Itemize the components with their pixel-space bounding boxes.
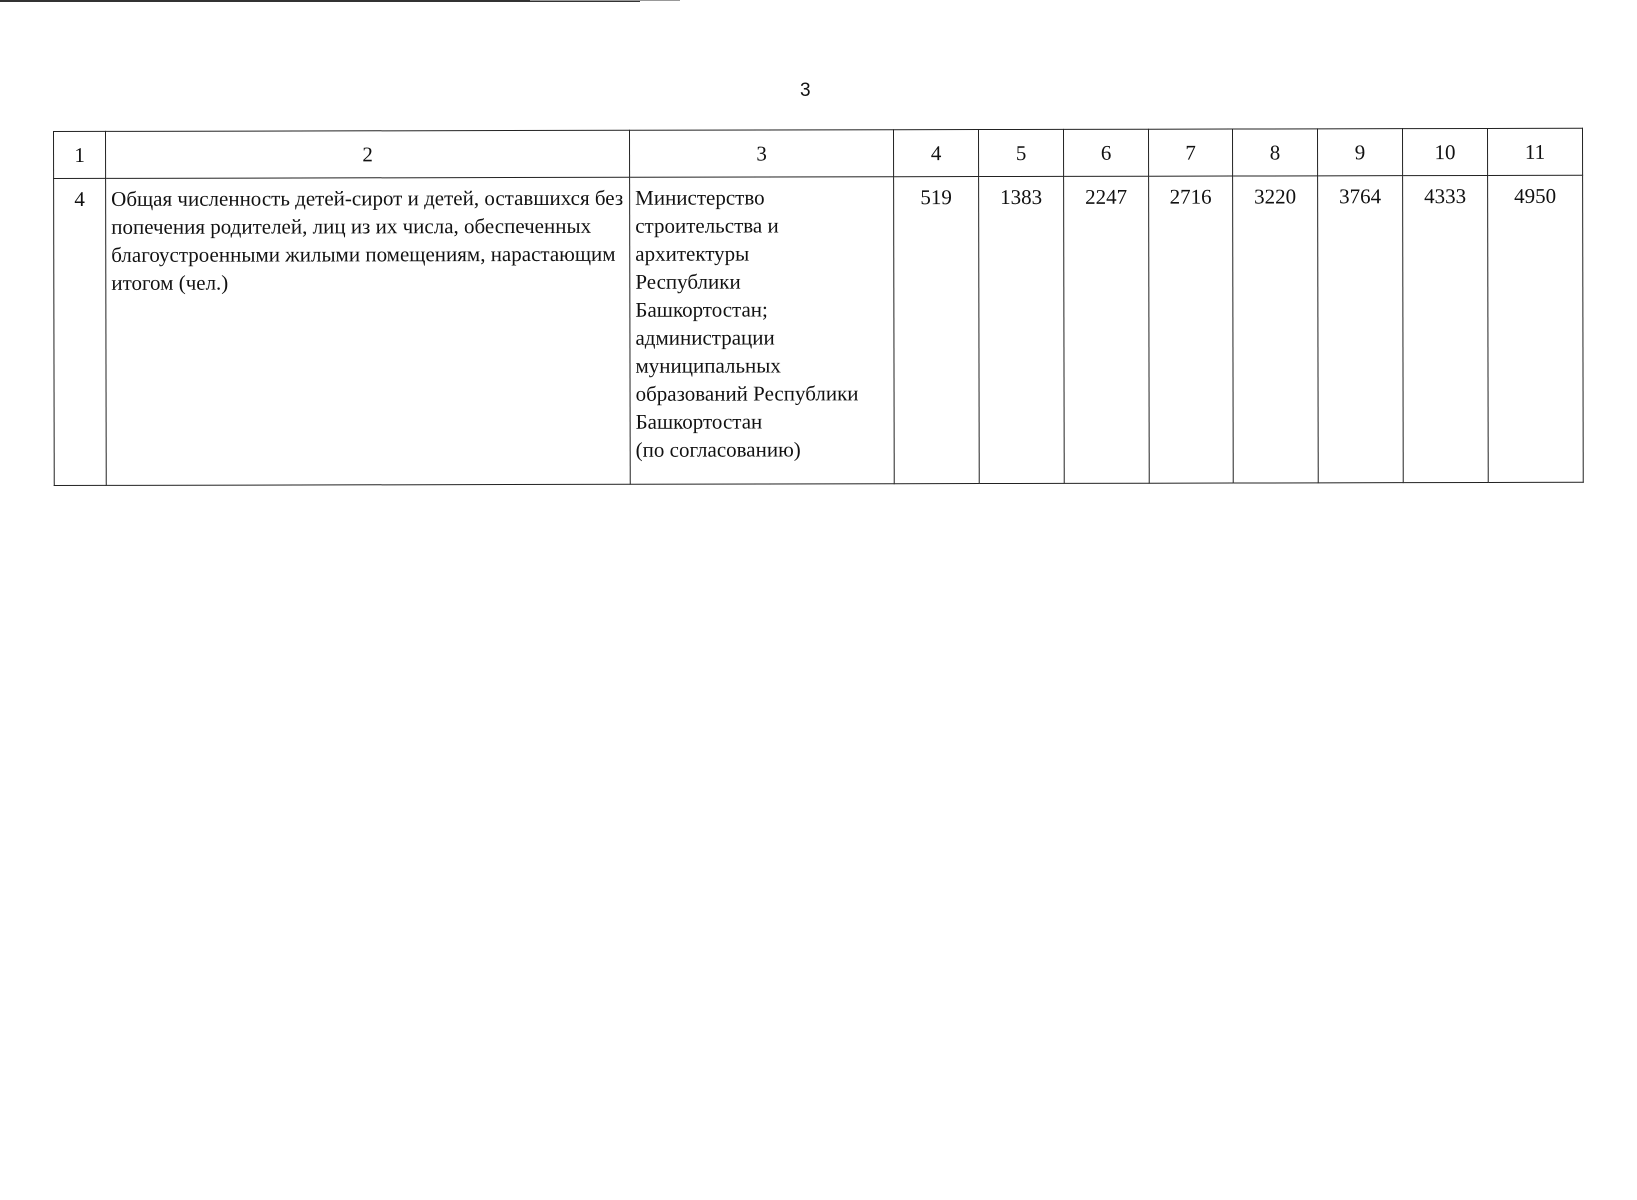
row-number: 4: [54, 178, 107, 485]
scan-edge-line-faint: [530, 0, 680, 1]
header-cell-8: 8: [1232, 129, 1317, 176]
header-row: [54, 128, 1583, 178]
executor-line: Башкортостан: [635, 409, 763, 434]
executor-line: (по согласованию): [635, 437, 801, 462]
executor: [630, 177, 895, 485]
executor-line: образований Республики: [635, 381, 859, 406]
executor-line: Министерство: [635, 185, 765, 210]
value-cell: 3764: [1318, 176, 1404, 483]
header-cell-2: 2: [106, 130, 630, 178]
value-cell: 4950: [1488, 175, 1584, 482]
value-cell: 1383: [979, 176, 1065, 483]
header-cell-4: 4: [893, 130, 978, 177]
page-number: 3: [800, 80, 811, 101]
executor-line: строительства и: [635, 213, 779, 238]
table-row: [54, 175, 1584, 485]
value-cell: 2247: [1064, 176, 1150, 483]
value-cell: 4333: [1403, 175, 1489, 482]
header-cell-1: 1: [54, 131, 106, 178]
header-cell-9: 9: [1317, 129, 1402, 176]
header-cell-6: 6: [1063, 129, 1148, 176]
header-cell-3: 3: [629, 130, 893, 178]
executor-line: Республики: [635, 269, 741, 294]
header-cell-11: 11: [1487, 128, 1582, 175]
indicator-table: [53, 128, 1584, 486]
executor-line: архитектуры: [635, 241, 750, 266]
executor-line: администрации: [635, 325, 775, 350]
executor-line: муниципальных: [635, 353, 781, 378]
value-cell: 3220: [1233, 176, 1319, 483]
value-cell: 2716: [1149, 176, 1234, 483]
value-cell: 519: [894, 177, 980, 484]
header-cell-7: 7: [1148, 129, 1232, 176]
header-cell-10: 10: [1402, 128, 1487, 175]
executor-line: Башкортостан;: [635, 297, 768, 322]
header-cell-5: 5: [978, 129, 1063, 176]
indicator-name: Общая численность детей-сирот и детей, оставшихся без попечения родителей, лиц из их числа, обеспеченных благоустроенными жилыми помещениям, нарастающим итогом (чел.): [106, 177, 631, 485]
